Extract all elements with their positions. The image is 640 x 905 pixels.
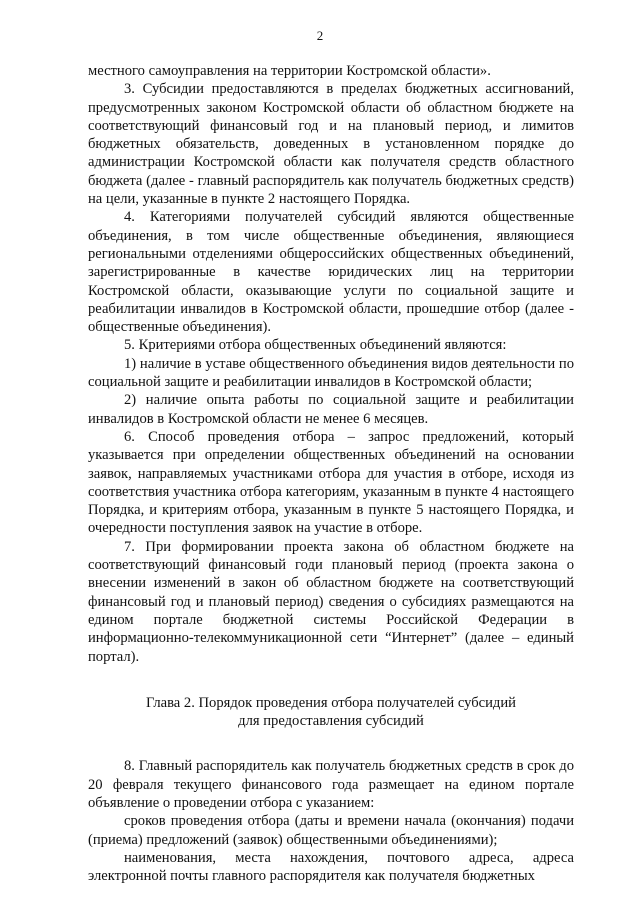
page-number: 2 xyxy=(316,28,324,43)
paragraph-p-5-2: 2) наличие опыта работы по социальной защите и реабилитации инвалидов в Костромской области не менее 6 месяцев. xyxy=(88,392,574,427)
paragraph-p-5: 5. Критериями отбора общественных объединений являются: xyxy=(124,337,507,354)
paragraph-p-8: 8. Главный распорядитель как получатель бюджетных средств в срок до 20 февраля текущего финансового года размещает на едином портале объявление о проведении отбора с указанием: xyxy=(88,758,574,811)
paragraph-p-8-2: наименования, места нахождения, почтового адреса, адреса электронной почты главного распорядителя как получателя бюджетных xyxy=(88,849,574,885)
paragraph-p-cont: местного самоуправления на территории Костромской области». xyxy=(88,63,491,79)
document-body xyxy=(88,62,574,885)
paragraph-p-3: 3. Субсидии предоставляются в пределах бюджетных ассигнований, предусмотренных законом Костромской области об областном бюджете на соответствующий финансовый год и на плановый период, и лимитов бюджетных обязательств, доведенных в установленном порядке до администрации Костромской области как получателя средств областного бюджета (далее - главный распорядитель как получатель бюджетных средств) на цели, указанные в пункте 2 настоящего Порядка. xyxy=(88,81,574,208)
paragraph-p-6: 6. Способ проведения отбора – запрос предложений, который указывается при определении общественных объединений на основании заявок, направляемых участниками отбора для участия в отборе, исходя из соответствия участника отбора категориям, указанным в пункте 4 настоящего Порядка, и критериям отбора, указанным в пункте 5 настоящего Порядка, и очередности поступления заявок на участие в отборе. xyxy=(88,428,574,537)
chapter-heading-line2: для предоставления субсидий xyxy=(238,713,424,730)
paragraph-p-5-1: 1) наличие в уставе общественного объединения видов деятельности по социальной защите и реабилитации инвалидов в Костромской области; xyxy=(88,355,574,391)
paragraph-p-7: 7. При формировании проекта закона об областном бюджете на соответствующий финансовый годи плановый период (проекта закона о внесении изменений в закон об областном бюджете на соответствующий финансовый год и плановый период) сведения о субсидиях размещаются на едином портале бюджетной системы Российской Федерации в информационно-телекоммуникационной сети “Интернет” (далее – единый портал). xyxy=(88,538,574,665)
chapter-heading-line1: Глава 2. Порядок проведения отбора получателей субсидий xyxy=(146,694,516,711)
paragraph-p-8-1: сроков проведения отбора (даты и времени начала (окончания) подачи (приема) предложений (заявок) общественными объединениями); xyxy=(88,813,574,848)
chapter-heading xyxy=(88,694,574,731)
paragraphs-top xyxy=(88,62,574,666)
paragraphs-bottom xyxy=(88,757,574,885)
paragraph-p-4: 4. Категориями получателей субсидий являются общественные объединения, в том числе общественные объединения, являющиеся региональными отделениями общероссийских общественных объединений, зарегистрированные в качестве юридических лиц на территории Костромской области, оказывающие услуги по социальной защите и реабилитации инвалидов в Костромской области, прошедшие отбор (далее - общественные объединения). xyxy=(88,209,574,336)
